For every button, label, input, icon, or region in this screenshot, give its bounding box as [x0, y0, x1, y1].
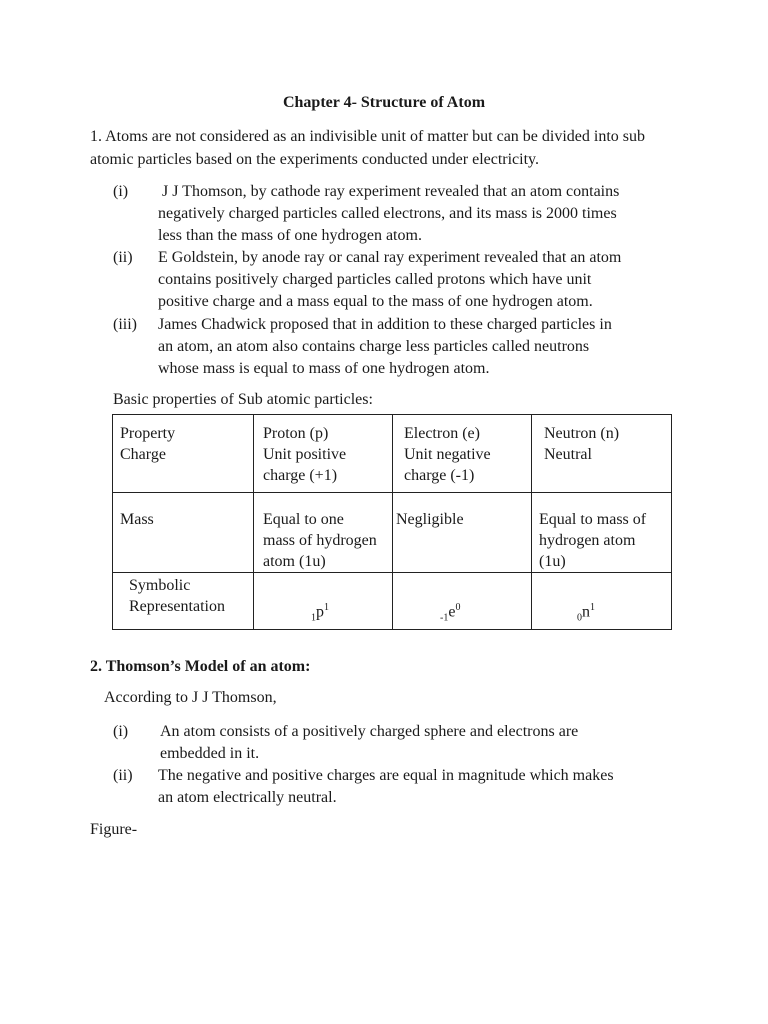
neutron-letter: n	[582, 603, 590, 621]
header-electron: Electron (e)	[404, 425, 480, 442]
table-row	[113, 493, 672, 573]
neutron-symbol	[532, 573, 671, 629]
table-cell	[254, 573, 393, 630]
intro-paragraph: 1. Atoms are not considered as an indivisible unit of matter but can be divided into sub atomic particles based on the experiments conducted under electricity.	[90, 128, 645, 168]
list-item	[162, 181, 619, 203]
page-title: Chapter 4- Structure of Atom	[282, 94, 486, 111]
table-cell	[393, 493, 532, 573]
list-item	[158, 314, 612, 380]
mass-label: Mass	[120, 511, 154, 528]
neutron-mass: (1u)	[539, 553, 566, 570]
symbol-label: Representation	[129, 598, 225, 615]
proton-charge: Unit positive	[263, 446, 347, 463]
list-number: (i)	[113, 183, 129, 200]
neutron-mass-number: 1	[590, 602, 595, 613]
list-item	[160, 721, 578, 765]
table-caption: Basic properties of Sub atomic particles:	[113, 391, 373, 408]
figure-label: Figure-	[90, 821, 138, 838]
neutron-mass: Equal to mass of	[539, 511, 647, 528]
list-item	[158, 765, 614, 809]
proton-charge: charge (+1)	[263, 467, 338, 484]
section-heading: 2. Thomson’s Model of an atom:	[90, 658, 311, 675]
list-item-continued	[158, 203, 617, 247]
proton-mass-number: 1	[324, 602, 329, 613]
electron-mass-number: 0	[455, 602, 461, 613]
proton-mass: atom (1u)	[263, 553, 326, 570]
neutron-charge: Neutral	[544, 446, 592, 463]
particle-properties-table	[112, 414, 672, 630]
table-row	[113, 573, 672, 630]
electron-charge-number: -1	[440, 612, 449, 624]
electron-charge: charge (-1)	[404, 467, 475, 484]
proton-mass: mass of hydrogen	[263, 532, 377, 549]
header-property: Property	[120, 425, 176, 442]
list-line: E Goldstein, by anode ray or canal ray experiment revealed that an atom	[158, 249, 622, 266]
list-line: The negative and positive charges are equal in magnitude which makes	[158, 767, 614, 784]
electron-symbol	[393, 573, 531, 629]
list-item	[158, 247, 621, 313]
table-cell	[113, 415, 254, 493]
table-cell	[393, 415, 532, 493]
list-line: embedded in it.	[160, 745, 260, 762]
list-line: less than the mass of one hydrogen atom.	[158, 227, 422, 244]
list-line: James Chadwick proposed that in addition to these charged particles in	[158, 316, 612, 333]
list-line: an atom electrically neutral.	[158, 789, 337, 806]
list-number: (ii)	[113, 249, 133, 266]
neutron-mass: hydrogen atom	[539, 532, 636, 549]
electron-charge: Unit negative	[404, 446, 491, 463]
electron-mass: Negligible	[396, 511, 464, 528]
table-cell	[532, 493, 672, 573]
neutron-atomic-number: 0	[577, 612, 582, 624]
list-line: negatively charged particles called electrons, and its mass is 2000 times	[158, 205, 617, 222]
table-cell	[254, 415, 393, 493]
list-line: contains positively charged particles called protons which have unit	[158, 271, 592, 288]
table-cell	[113, 493, 254, 573]
table-row	[113, 415, 672, 493]
header-neutron: Neutron (n)	[544, 425, 620, 442]
proton-atomic-number: 1	[311, 612, 316, 624]
table-cell	[113, 573, 254, 630]
table-cell	[393, 573, 532, 630]
list-number: (ii)	[113, 767, 133, 784]
header-proton: Proton (p)	[263, 425, 329, 442]
proton-mass: Equal to one	[263, 511, 344, 528]
table-cell	[254, 493, 393, 573]
charge-label: Charge	[120, 446, 166, 463]
list-line: an atom, an atom also contains charge less particles called neutrons	[158, 338, 590, 355]
section-lead: According to J J Thomson,	[104, 689, 277, 706]
table-cell	[532, 573, 672, 630]
list-number: (i)	[113, 723, 129, 740]
list-line: whose mass is equal to mass of one hydrogen atom.	[158, 360, 490, 377]
symbol-label: Symbolic	[129, 577, 191, 594]
list-line: positive charge and a mass equal to the mass of one hydrogen atom.	[158, 293, 593, 310]
proton-symbol	[254, 573, 392, 629]
list-line: An atom consists of a positively charged sphere and electrons are	[160, 723, 579, 740]
table-cell	[532, 415, 672, 493]
electron-letter: e	[448, 603, 456, 621]
proton-letter: p	[316, 603, 324, 621]
list-number: (iii)	[113, 316, 137, 333]
list-line: J J Thomson, by cathode ray experiment revealed that an atom contains	[162, 183, 620, 200]
